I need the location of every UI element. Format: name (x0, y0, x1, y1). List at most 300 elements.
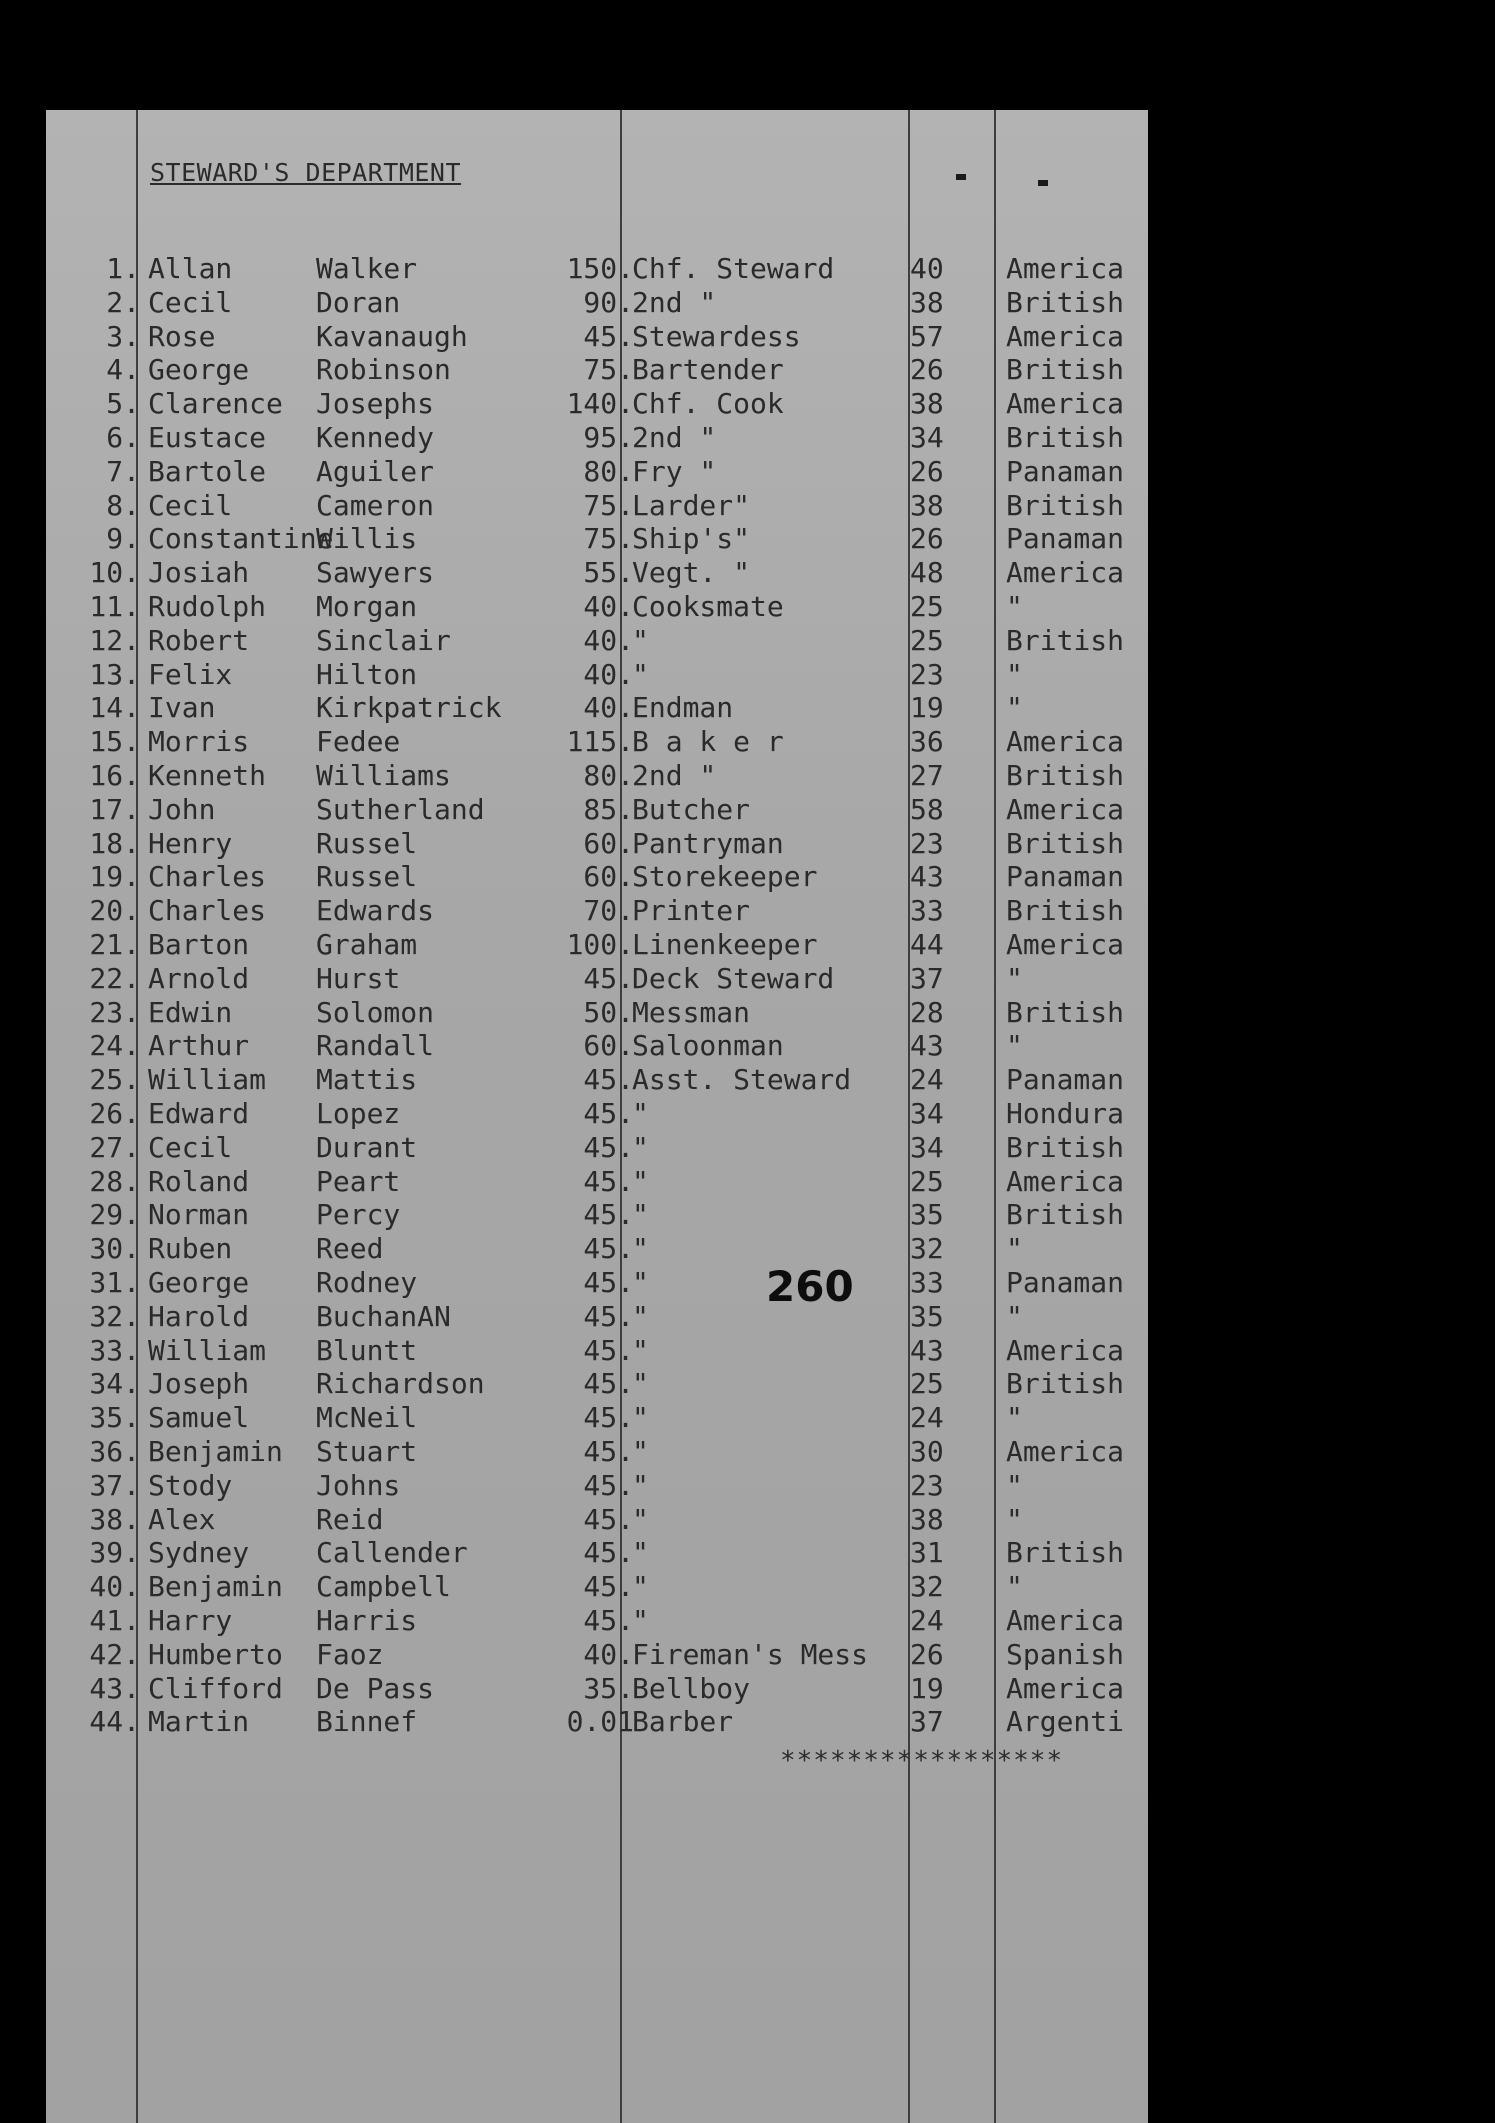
row-number: 12. (89, 623, 140, 657)
nationality: " (1006, 1570, 1023, 1604)
row-number: 9. (106, 522, 140, 556)
row-number: 16. (89, 759, 140, 792)
age: 37 (910, 961, 944, 995)
table-row (46, 1570, 1148, 1602)
last-name: Josephs (316, 387, 435, 421)
table-row (46, 1131, 1148, 1163)
table-row (46, 556, 1148, 588)
position: " (632, 1367, 649, 1401)
position: Ship's" (632, 522, 751, 556)
table-row (46, 658, 1148, 690)
nationality: " (1006, 1468, 1023, 1502)
age: 48 (910, 556, 944, 590)
position: " (632, 1502, 649, 1536)
nationality: Hondura (1006, 1097, 1125, 1130)
wage: 75. (583, 488, 634, 522)
position: 2nd " (632, 759, 717, 792)
last-name: McNeil (316, 1401, 418, 1435)
table-row (46, 286, 1148, 318)
wage: 40. (583, 657, 634, 691)
age: 36 (910, 725, 944, 759)
last-name: Doran (316, 285, 401, 319)
table-row (46, 1334, 1148, 1366)
row-number: 40. (89, 1570, 140, 1604)
last-name: Aguiler (316, 454, 435, 488)
position: " (632, 1299, 649, 1333)
last-name: Hurst (316, 961, 401, 995)
nationality: Panaman (1006, 1266, 1125, 1299)
age: 34 (910, 1097, 944, 1130)
position: " (632, 1435, 649, 1468)
first-name: Kenneth (148, 759, 267, 792)
nationality: British (1006, 894, 1125, 928)
age: 43 (910, 1333, 944, 1367)
age: 38 (910, 387, 944, 421)
last-name: Reed (316, 1232, 384, 1266)
wage: 60. (583, 860, 634, 894)
age: 23 (910, 1468, 944, 1502)
wage: 40. (583, 590, 634, 623)
row-number: 7. (106, 454, 140, 488)
first-name: Joseph (148, 1367, 250, 1401)
last-name: Rodney (316, 1266, 418, 1299)
nationality: British (1006, 826, 1125, 860)
row-number: 39. (89, 1536, 140, 1570)
wage: 60. (583, 826, 634, 860)
table-row (46, 1198, 1148, 1230)
nationality: America (1006, 928, 1125, 961)
row-number: 42. (89, 1637, 140, 1671)
first-name: Felix (148, 657, 233, 691)
first-name: Roland (148, 1164, 250, 1198)
wage: 85. (583, 792, 634, 826)
ledger-sheet (46, 110, 1148, 2123)
nationality: British (1006, 488, 1125, 522)
wage: 50. (583, 995, 634, 1029)
table-row (46, 1029, 1148, 1061)
first-name: Harold (148, 1299, 250, 1333)
table-row (46, 252, 1148, 284)
first-name: Harry (148, 1604, 233, 1637)
wage: 45. (583, 319, 634, 353)
age: 30 (910, 1435, 944, 1468)
wage: 45. (583, 1570, 634, 1604)
table-row (46, 1063, 1148, 1095)
last-name: De Pass (316, 1671, 435, 1705)
position: " (632, 1570, 649, 1604)
wage: 90. (583, 285, 634, 319)
row-number: 10. (89, 556, 140, 590)
age: 25 (910, 1164, 944, 1198)
age: 34 (910, 421, 944, 454)
row-number: 30. (89, 1232, 140, 1266)
row-number: 19. (89, 860, 140, 894)
wage: 45. (583, 1468, 634, 1502)
first-name: Cecil (148, 1130, 233, 1164)
wage: 45. (583, 1063, 634, 1097)
table-row (46, 1604, 1148, 1636)
age: 26 (910, 1637, 944, 1671)
table-row (46, 353, 1148, 385)
wage: 45. (583, 1435, 634, 1468)
row-number: 27. (89, 1130, 140, 1164)
row-number: 17. (89, 792, 140, 826)
row-number: 37. (89, 1468, 140, 1502)
position: Butcher (632, 792, 751, 826)
nationality: " (1006, 657, 1023, 691)
position: Pantryman (632, 826, 784, 860)
first-name: Edward (148, 1097, 250, 1130)
nationality: America (1006, 1333, 1125, 1367)
table-row (46, 827, 1148, 859)
table-row (46, 1300, 1148, 1332)
last-name: Willis (316, 522, 418, 556)
age: 25 (910, 623, 944, 657)
nationality: " (1006, 1299, 1023, 1333)
first-name: Rose (148, 319, 216, 353)
row-number: 26. (89, 1097, 140, 1130)
position: " (632, 1333, 649, 1367)
position: Fireman's Mess (632, 1637, 869, 1671)
age: 37 (910, 1705, 944, 1739)
nationality: Panaman (1006, 454, 1125, 488)
table-row (46, 793, 1148, 825)
position: 2nd " (632, 285, 717, 319)
age: 34 (910, 1130, 944, 1164)
nationality: British (1006, 421, 1125, 454)
row-number: 15. (89, 725, 140, 759)
nationality: America (1006, 252, 1125, 285)
last-name: Reid (316, 1502, 384, 1536)
last-name: Sutherland (316, 792, 485, 826)
first-name: Constantine (148, 522, 334, 556)
wage: 100. (566, 928, 634, 961)
age: 38 (910, 285, 944, 319)
last-name: Walker (316, 252, 418, 285)
row-number: 20. (89, 894, 140, 928)
wage: 95. (583, 421, 634, 454)
row-number: 43. (89, 1671, 140, 1705)
wage: 45. (583, 1232, 634, 1266)
first-name: Eustace (148, 421, 267, 454)
wage: 45. (583, 1130, 634, 1164)
age: 57 (910, 319, 944, 353)
last-name: Morgan (316, 590, 418, 623)
row-number: 35. (89, 1401, 140, 1435)
first-name: Stody (148, 1468, 233, 1502)
age: 26 (910, 353, 944, 387)
table-row (46, 962, 1148, 994)
nationality: " (1006, 1502, 1023, 1536)
nationality: America (1006, 1435, 1125, 1468)
nationality: British (1006, 1367, 1125, 1401)
position: " (632, 623, 649, 657)
table-row (46, 1672, 1148, 1704)
last-name: Callender (316, 1536, 468, 1570)
age: 44 (910, 928, 944, 961)
first-name: Charles (148, 894, 267, 928)
nationality: British (1006, 353, 1125, 387)
first-name: Martin (148, 1705, 250, 1739)
row-number: 5. (106, 387, 140, 421)
row-number: 14. (89, 691, 140, 725)
position: " (632, 1164, 649, 1198)
age: 40 (910, 252, 944, 285)
position: Messman (632, 995, 751, 1029)
wage: 45. (583, 1164, 634, 1198)
first-name: Humberto (148, 1637, 283, 1671)
wage: 80. (583, 454, 634, 488)
nationality: America (1006, 319, 1125, 353)
first-name: Bartole (148, 454, 267, 488)
table-row (46, 320, 1148, 352)
wage: 55. (583, 556, 634, 590)
row-number: 44. (89, 1705, 140, 1739)
nationality: British (1006, 1536, 1125, 1570)
last-name: Faoz (316, 1637, 384, 1671)
table-row (46, 1232, 1148, 1264)
table-row (46, 455, 1148, 487)
first-name: Clarence (148, 387, 283, 421)
position: Fry " (632, 454, 717, 488)
row-number: 11. (89, 590, 140, 623)
age: 43 (910, 860, 944, 894)
first-name: Edwin (148, 995, 233, 1029)
position: Cooksmate (632, 590, 784, 623)
age: 19 (910, 691, 944, 725)
position: Asst. Steward (632, 1063, 852, 1097)
row-number: 22. (89, 961, 140, 995)
row-number: 21. (89, 928, 140, 961)
row-number: 28. (89, 1164, 140, 1198)
wage: 80. (583, 759, 634, 792)
last-name: Richardson (316, 1367, 485, 1401)
punch-mark (956, 174, 966, 180)
first-name: William (148, 1333, 267, 1367)
age: 19 (910, 1671, 944, 1705)
first-name: Arthur (148, 1029, 250, 1063)
nationality: British (1006, 995, 1125, 1029)
nationality: Panaman (1006, 1063, 1125, 1097)
first-name: Cecil (148, 285, 233, 319)
wage: 45. (583, 1097, 634, 1130)
table-row (46, 489, 1148, 521)
age: 24 (910, 1604, 944, 1637)
table-row (46, 1435, 1148, 1467)
first-name: George (148, 353, 250, 387)
position: Storekeeper (632, 860, 818, 894)
nationality: Panaman (1006, 522, 1125, 556)
age: 28 (910, 995, 944, 1029)
age: 25 (910, 1367, 944, 1401)
last-name: Sawyers (316, 556, 435, 590)
footer-stars: ***************** (780, 1746, 1064, 1776)
position: " (632, 1604, 649, 1637)
first-name: Henry (148, 826, 233, 860)
age: 26 (910, 522, 944, 556)
last-name: Hilton (316, 657, 418, 691)
first-name: Cecil (148, 488, 233, 522)
first-name: John (148, 792, 216, 826)
wage: 75. (583, 353, 634, 387)
wage: 45. (583, 1266, 634, 1299)
first-name: Charles (148, 860, 267, 894)
first-name: Robert (148, 623, 250, 657)
wage: 45. (583, 1367, 634, 1401)
table-row (46, 1638, 1148, 1670)
table-row (46, 1097, 1148, 1129)
position: Saloonman (632, 1029, 784, 1063)
wage: 40. (583, 623, 634, 657)
last-name: Edwards (316, 894, 435, 928)
table-row (46, 996, 1148, 1028)
last-name: Graham (316, 928, 418, 961)
wage: 45. (583, 1502, 634, 1536)
table-row (46, 421, 1148, 453)
nationality: British (1006, 1198, 1125, 1232)
first-name: William (148, 1063, 267, 1097)
wage: 40. (583, 691, 634, 725)
last-name: Solomon (316, 995, 435, 1029)
nationality: America (1006, 1671, 1125, 1705)
last-name: Fedee (316, 725, 401, 759)
table-row (46, 894, 1148, 926)
wage: 0.01 (566, 1705, 634, 1739)
wage: 70. (583, 894, 634, 928)
wage: 75. (583, 522, 634, 556)
position: " (632, 1401, 649, 1435)
nationality: British (1006, 285, 1125, 319)
row-number: 3. (106, 319, 140, 353)
age: 24 (910, 1401, 944, 1435)
row-number: 4. (106, 353, 140, 387)
last-name: Russel (316, 860, 418, 894)
position: " (632, 1536, 649, 1570)
position: " (632, 1232, 649, 1266)
position: Linenkeeper (632, 928, 818, 961)
first-name: Benjamin (148, 1435, 283, 1468)
last-name: Kennedy (316, 421, 435, 454)
wage: 45. (583, 1401, 634, 1435)
last-name: Kirkpatrick (316, 691, 502, 725)
nationality: British (1006, 623, 1125, 657)
table-row (46, 1469, 1148, 1501)
row-number: 23. (89, 995, 140, 1029)
last-name: Russel (316, 826, 418, 860)
nationality: " (1006, 590, 1023, 623)
age: 32 (910, 1232, 944, 1266)
first-name: Morris (148, 725, 250, 759)
row-number: 32. (89, 1299, 140, 1333)
last-name: Randall (316, 1029, 435, 1063)
row-number: 8. (106, 488, 140, 522)
nationality: British (1006, 1130, 1125, 1164)
position: Deck Steward (632, 961, 835, 995)
nationality: America (1006, 792, 1125, 826)
last-name: BuchanAN (316, 1299, 451, 1333)
first-name: Sydney (148, 1536, 250, 1570)
table-row (46, 759, 1148, 791)
first-name: Arnold (148, 961, 250, 995)
age: 38 (910, 1502, 944, 1536)
wage: 35. (583, 1671, 634, 1705)
position: Bartender (632, 353, 784, 387)
wage: 45. (583, 1604, 634, 1637)
age: 25 (910, 590, 944, 623)
wage: 140. (566, 387, 634, 421)
wage: 45. (583, 1333, 634, 1367)
last-name: Peart (316, 1164, 401, 1198)
table-row (46, 1401, 1148, 1433)
row-number: 29. (89, 1198, 140, 1232)
last-name: Mattis (316, 1063, 418, 1097)
age: 24 (910, 1063, 944, 1097)
wage: 40. (583, 1637, 634, 1671)
last-name: Percy (316, 1198, 401, 1232)
stamp-number: 260 (766, 1262, 854, 1311)
table-row (46, 522, 1148, 554)
nationality: " (1006, 691, 1023, 725)
last-name: Campbell (316, 1570, 451, 1604)
position: Barber (632, 1705, 734, 1739)
table-row (46, 860, 1148, 892)
position: B a k e r (632, 725, 784, 759)
table-row (46, 725, 1148, 757)
first-name: Samuel (148, 1401, 250, 1435)
position: Larder" (632, 488, 751, 522)
last-name: Stuart (316, 1435, 418, 1468)
position: " (632, 1266, 649, 1299)
last-name: Durant (316, 1130, 418, 1164)
last-name: Binnef (316, 1705, 418, 1739)
nationality: America (1006, 725, 1125, 759)
position: Bellboy (632, 1671, 751, 1705)
row-number: 24. (89, 1029, 140, 1063)
age: 23 (910, 826, 944, 860)
wage: 45. (583, 1536, 634, 1570)
wage: 45. (583, 1299, 634, 1333)
position: " (632, 1097, 649, 1130)
table-row (46, 691, 1148, 723)
row-number: 25. (89, 1063, 140, 1097)
row-number: 13. (89, 657, 140, 691)
last-name: Bluntt (316, 1333, 418, 1367)
position: Stewardess (632, 319, 801, 353)
position: Chf. Steward (632, 252, 835, 285)
row-number: 31. (89, 1266, 140, 1299)
department-heading: STEWARD'S DEPARTMENT (150, 158, 462, 187)
row-number: 2. (106, 285, 140, 319)
table-row (46, 590, 1148, 622)
table-row (46, 1536, 1148, 1568)
table-row (46, 1503, 1148, 1535)
age: 58 (910, 792, 944, 826)
punch-mark (1038, 180, 1048, 186)
first-name: George (148, 1266, 250, 1299)
table-row (46, 387, 1148, 419)
age: 32 (910, 1570, 944, 1604)
wage: 60. (583, 1029, 634, 1063)
position: Endman (632, 691, 734, 725)
age: 23 (910, 657, 944, 691)
first-name: Ivan (148, 691, 216, 725)
position: " (632, 657, 649, 691)
age: 35 (910, 1198, 944, 1232)
position: " (632, 1198, 649, 1232)
wage: 115. (566, 725, 634, 759)
age: 33 (910, 894, 944, 928)
nationality: Panaman (1006, 860, 1125, 894)
